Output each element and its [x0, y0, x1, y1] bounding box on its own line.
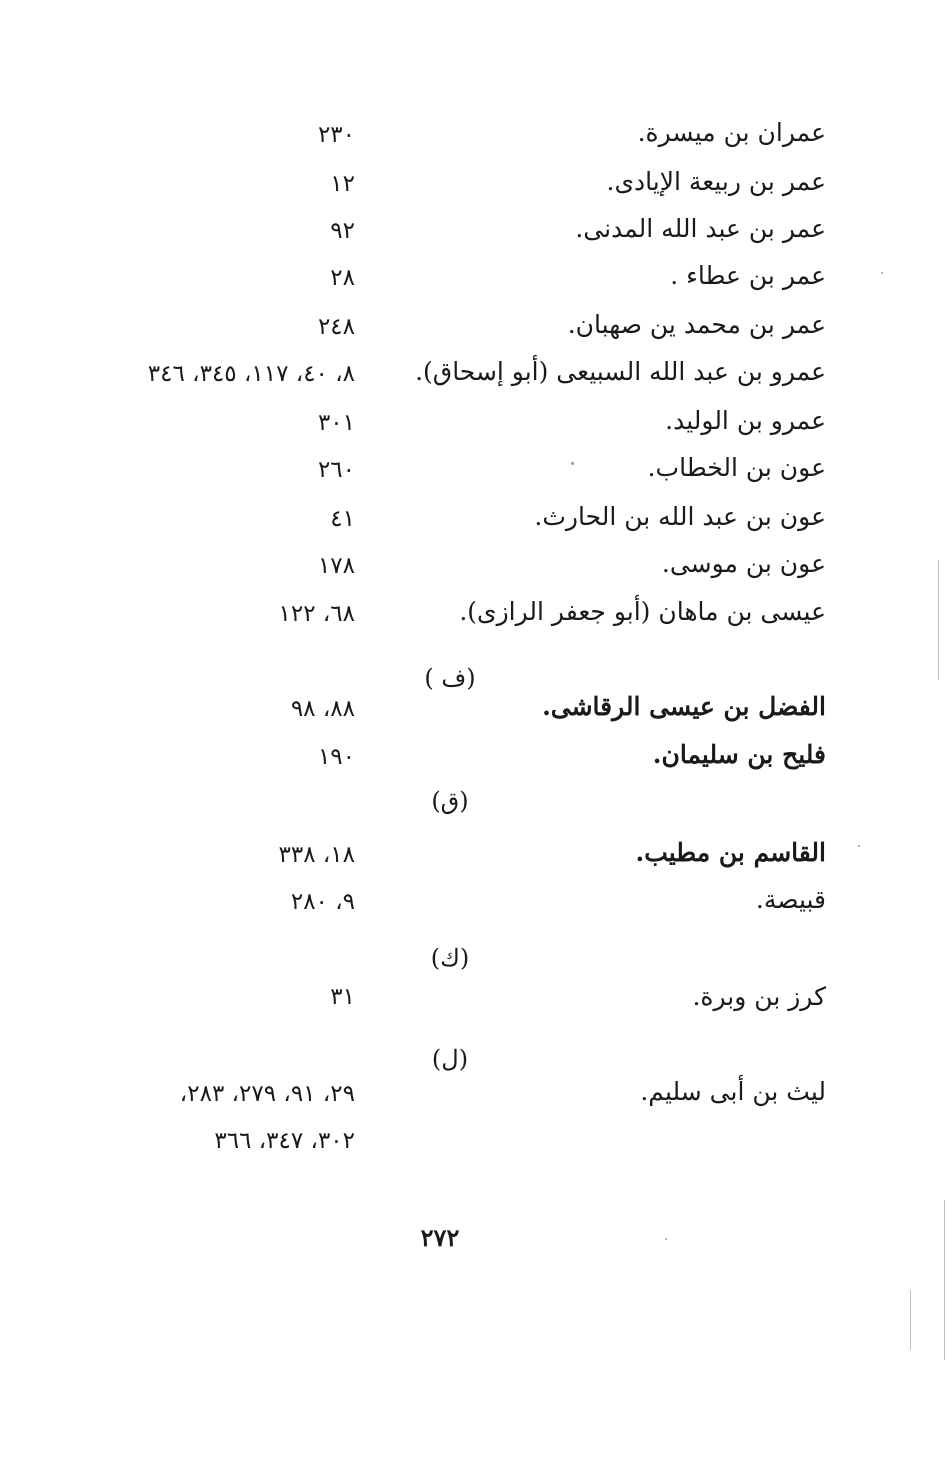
index-entry-name: فليح بن سليمان. — [652, 740, 826, 769]
scan-speck — [665, 1238, 667, 1240]
index-entry-pages: ٩، ٢٨٠ — [290, 889, 355, 915]
index-entry-pages: ٨٨، ٩٨ — [290, 696, 355, 722]
index-entry-pages: ٦٨، ١٢٢ — [278, 601, 355, 627]
section-letter-qaf: (ق) — [431, 787, 469, 815]
index-entry-pages: ١٧٨ — [317, 553, 355, 579]
index-entry-name: عيسى بن ماهان (أبو جعفر الرازى). — [459, 597, 826, 626]
scan-edge-line — [944, 1200, 945, 1360]
index-entry-pages: ٢٩، ٩١، ٢٧٩، ٢٨٣، — [179, 1081, 355, 1107]
page-number: ٢٧٢ — [420, 1223, 460, 1252]
scan-speck — [881, 272, 883, 274]
index-entry-name: عمر بن محمد ين صهبان. — [567, 310, 826, 339]
index-entry-pages: ٢٨ — [330, 265, 355, 291]
index-entry-name: عمرو بن عبد الله السبيعى (أبو إسحاق). — [415, 357, 826, 386]
index-entry-name: ليث بن أبى سليم. — [640, 1077, 826, 1106]
index-entry-pages: ٣٠١ — [317, 410, 355, 436]
index-entry-name: عون بن موسى. — [661, 549, 826, 578]
index-entry-name: كرز بن وبرة. — [692, 982, 826, 1011]
index-entry-name: عمرو بن الوليد. — [665, 406, 826, 435]
index-entry-name: عمر بن ربيعة الإيادى. — [606, 167, 826, 196]
index-entry-name: القاسم بن مطيب. — [635, 838, 826, 867]
index-entry-pages: ٩٢ — [330, 218, 355, 244]
index-entry-pages: ٤١ — [330, 506, 355, 532]
index-entry-name: الفضل بن عيسى الرقاشى. — [542, 692, 826, 721]
index-entry-pages: ٨، ٤٠، ١١٧، ٣٤٥، ٣٤٦ — [147, 361, 355, 387]
index-entry-name: عمران بن ميسرة. — [637, 118, 826, 147]
scan-speck — [858, 845, 860, 847]
index-entry-name: عون بن الخطاب. — [647, 453, 826, 482]
scan-speck — [571, 462, 574, 465]
index-entry-pages: ٢٦٠ — [317, 457, 355, 483]
index-entry-pages: ١٨، ٣٣٨ — [278, 842, 355, 868]
scan-edge-line — [938, 560, 939, 680]
index-entry-name: عمر بن عطاء . — [670, 261, 826, 290]
index-entry-pages: ٢٣٠ — [317, 122, 355, 148]
scan-edge-line — [910, 1290, 911, 1350]
index-entry-name: عمر بن عبد الله المدنى. — [575, 214, 826, 243]
section-letter-kaf: (ك) — [430, 944, 470, 972]
index-entry-pages-continued: ٣٠٢، ٣٤٧، ٣٦٦ — [214, 1128, 355, 1154]
index-entry-name: قبيصة. — [755, 885, 826, 914]
section-letter-fa: (ف ) — [424, 664, 476, 692]
index-entry-pages: ١٩٠ — [317, 744, 355, 770]
index-entry-pages: ١٢ — [330, 171, 355, 197]
index-entry-name: عون بن عبد الله بن الحارث. — [534, 502, 826, 531]
index-entry-pages: ٣١ — [330, 984, 355, 1010]
index-entry-pages: ٢٤٨ — [317, 314, 355, 340]
section-letter-lam: (ل) — [431, 1045, 469, 1073]
